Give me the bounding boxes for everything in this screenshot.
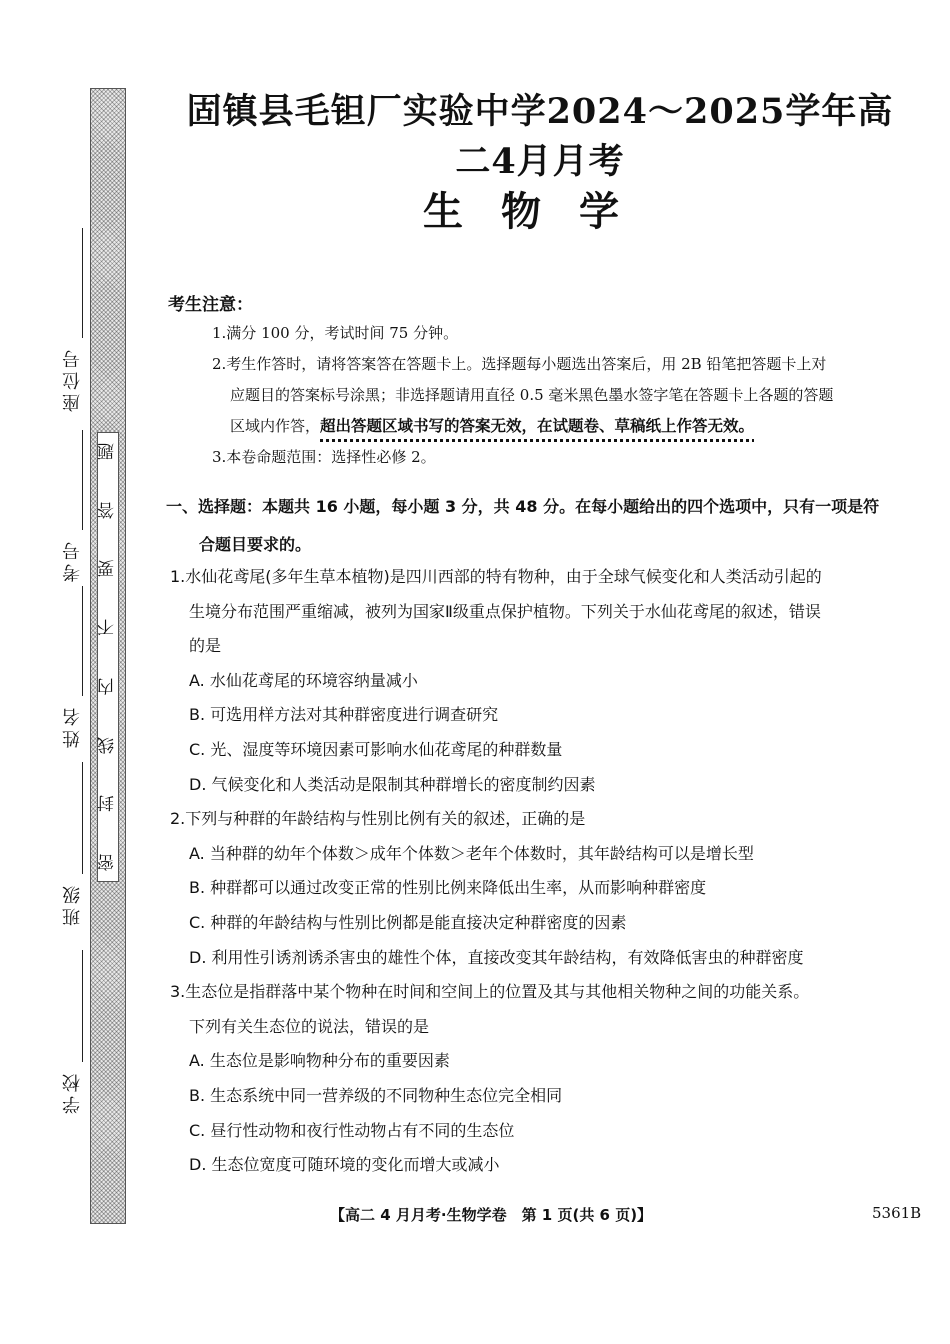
question-option: A. 水仙花鸢尾的环境容纳量减小 xyxy=(189,670,418,690)
notice-item: 3.本卷命题范围：选择性必修 2。 xyxy=(212,448,436,466)
seal-line-box xyxy=(97,432,119,882)
school-line xyxy=(82,950,83,1062)
seal-char: 答 xyxy=(97,501,118,519)
page-footer-label: 【高二 4 月月考·生物学卷 第 1 页(共 6 页)】 xyxy=(330,1206,653,1224)
class-field[interactable] xyxy=(44,762,84,926)
question-option: B. 可选用样方法对其种群密度进行调查研究 xyxy=(189,705,499,725)
notice-item-cont: 应题目的答案标号涂黑；非选择题请用直径 0.5 毫米黑色墨水签字笔在答题卡上各题的答题 xyxy=(230,386,834,404)
name-label: 姓名 xyxy=(62,704,83,748)
school-label: 学校 xyxy=(62,1070,83,1114)
question-option: B. 种群都可以通过改变正常的性别比例来降低出生率，从而影响种群密度 xyxy=(189,878,707,898)
section-heading-line: 一、选择题：本题共 16 小题，每小题 3 分，共 48 分。在每小题给出的四个选项中，只有一项是符 xyxy=(166,497,880,516)
seal-char: 不 xyxy=(97,619,118,637)
exam-number-field[interactable] xyxy=(44,430,84,582)
question-stem: 3.生态位是指群落中某个物种在时间和空间上的位置及其与其他相关物种之间的功能关系。 xyxy=(170,982,810,1002)
seal-char: 要 xyxy=(97,560,118,578)
question-option: C. 光、湿度等环境因素可影响水仙花鸢尾的种群数量 xyxy=(189,739,563,759)
notice-item-cont xyxy=(212,411,922,442)
question-option: A. 生态位是影响物种分布的重要因素 xyxy=(189,1051,450,1071)
school-field[interactable] xyxy=(44,950,84,1114)
seal-char: 内 xyxy=(97,677,118,695)
seal-char: 线 xyxy=(97,736,118,754)
seal-char: 封 xyxy=(97,795,118,813)
question-stem: 生境分布范围严重缩减，被列为国家Ⅱ级重点保护植物。下列关于水仙花鸢尾的叙述，错误 xyxy=(189,601,821,621)
question-stem: 2.下列与种群的年龄结构与性别比例有关的叙述，正确的是 xyxy=(170,809,586,829)
notice-item: 2.考生作答时，请将答案答在答题卡上。选择题每小题选出答案后，用 2B 铅笔把答题卡上对 xyxy=(212,355,827,373)
question-option: D. 气候变化和人类活动是限制其种群增长的密度制约因素 xyxy=(189,774,596,794)
notice-item: 1.满分 100 分，考试时间 75 分钟。 xyxy=(212,324,459,342)
notice-text: 区域内作答， xyxy=(230,417,321,435)
seal-char: 题 xyxy=(97,443,118,460)
name-field[interactable] xyxy=(44,586,84,748)
seal-char: 密 xyxy=(97,853,118,871)
notice-list xyxy=(212,318,922,473)
section-heading xyxy=(166,488,920,564)
name-line xyxy=(82,586,83,696)
class-label: 班级 xyxy=(62,882,83,926)
paper-code: 5361B xyxy=(872,1204,922,1222)
exam-number-line xyxy=(82,430,83,530)
question-option: C. 种群的年龄结构与性别比例都是能直接决定种群密度的因素 xyxy=(189,912,627,932)
question-option: D. 利用性引诱剂诱杀害虫的雄性个体，直接改变其年龄结构，有效降低害虫的种群密度 xyxy=(189,947,804,967)
question-option: D. 生态位宽度可随环境的变化而增大或减小 xyxy=(189,1155,500,1175)
question-option: B. 生态系统中同一营养级的不同物种生态位完全相同 xyxy=(189,1085,563,1105)
question-option: C. 昼行性动物和夜行性动物占有不同的生态位 xyxy=(189,1120,515,1140)
section-heading-line: 合题目要求的。 xyxy=(199,535,312,554)
class-line xyxy=(82,762,83,874)
exam-title: 固镇县毛钽厂实验中学2024～2025学年高二4月月考 xyxy=(186,91,894,182)
question-stem: 下列有关生态位的说法，错误的是 xyxy=(189,1016,430,1036)
question-option: A. 当种群的幼年个体数＞成年个体数＞老年个体数时，其年龄结构可以是增长型 xyxy=(189,843,754,863)
seat-number-line xyxy=(82,228,83,338)
question-list xyxy=(170,560,930,1183)
exam-number-label: 考号 xyxy=(62,538,83,582)
seat-number-label: 座位号 xyxy=(62,346,83,412)
seat-number-field[interactable] xyxy=(44,228,84,412)
question-stem: 1.水仙花鸢尾(多年生草本植物)是四川西部的特有物种，由于全球气候变化和人类活动引起的 xyxy=(170,567,822,586)
question-stem: 的是 xyxy=(189,636,222,656)
subject-title: 生物学 xyxy=(423,188,657,235)
notice-emphasis: 超出答题区域书写的答案无效，在试题卷、草稿纸上作答无效。 xyxy=(320,417,755,435)
notice-heading: 考生注意： xyxy=(168,295,253,315)
